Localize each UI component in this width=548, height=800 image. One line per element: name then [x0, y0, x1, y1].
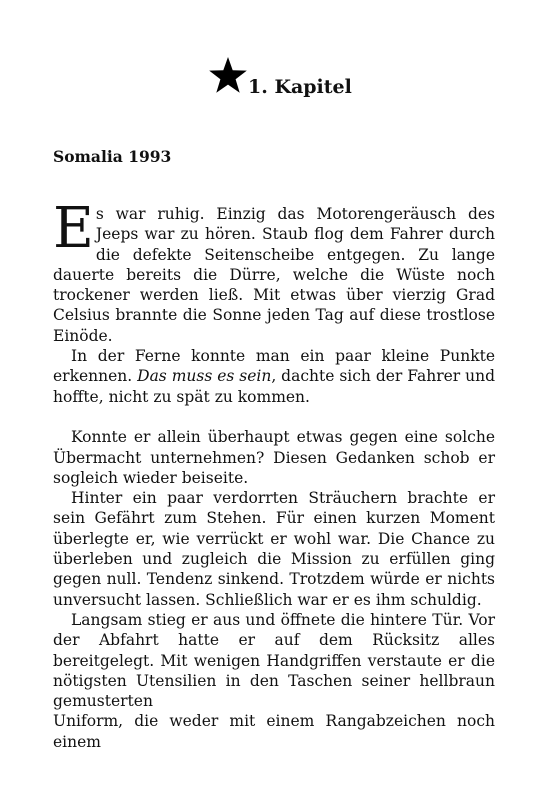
section-title: Somalia 1993 — [53, 147, 172, 166]
drop-cap: E — [53, 196, 94, 261]
chapter-heading — [208, 56, 408, 106]
paragraph-5-last-line: Uniform, die weder mit einem Rangabzeichen noch einem — [53, 712, 495, 751]
paragraph-1: Es war ruhig. Einzig das Motorengeräusch des Jeeps war zu hören. Staub flog dem Fahrer durch die defekte Seitenscheibe entgegen. Zu lange dauerte bereits die Dürre, welche die Wüste noch trockener werden ließ. Mit etwas über vierzig Grad Celsius brannte die Sonne jeden Tag auf diese trostlose Einöde. — [53, 196, 495, 345]
paragraph-3: Konnte er allein überhaupt etwas gegen eine solche Übermacht unternehmen? Diesen Gedanken schob er sogleich wieder beiseite. — [53, 428, 495, 487]
paragraph-5: Langsam stieg er aus und öffnete die hintere Tür. Vor der Abfahrt hatte er auf dem Rücksitz alles bereitgelegt. Mit wenigen Handgriffen verstaute er die nötigsten Utensilien in den Taschen seiner hellbraun gemusterten Uniform, die weder mit einem Rangabzeichen noch einem — [53, 610, 495, 751]
star-icon — [208, 56, 248, 94]
body-text — [53, 196, 496, 752]
italic-thought: Das muss es sein — [137, 367, 272, 386]
paragraph-2: In der Ferne konnte man ein paar kleine Punkte erkennen. Das muss es sein, dachte sich der Fahrer und hoffte, nicht zu spät zu kommen. — [53, 347, 496, 406]
chapter-title: 1. Kapitel — [248, 76, 352, 98]
paragraph-4: Hinter ein paar verdorrten Sträuchern brachte er sein Gefährt zum Stehen. Für einen kurzen Moment überlegte er, wie verrückt er wohl war. Die Chance zu überleben und zugleich die Mission zu erfüllen ging gegen null. Tendenz sinkend. Trotzdem würde er nichts unversucht lassen. Schließlich war er es ihm schuldig. — [53, 489, 495, 609]
